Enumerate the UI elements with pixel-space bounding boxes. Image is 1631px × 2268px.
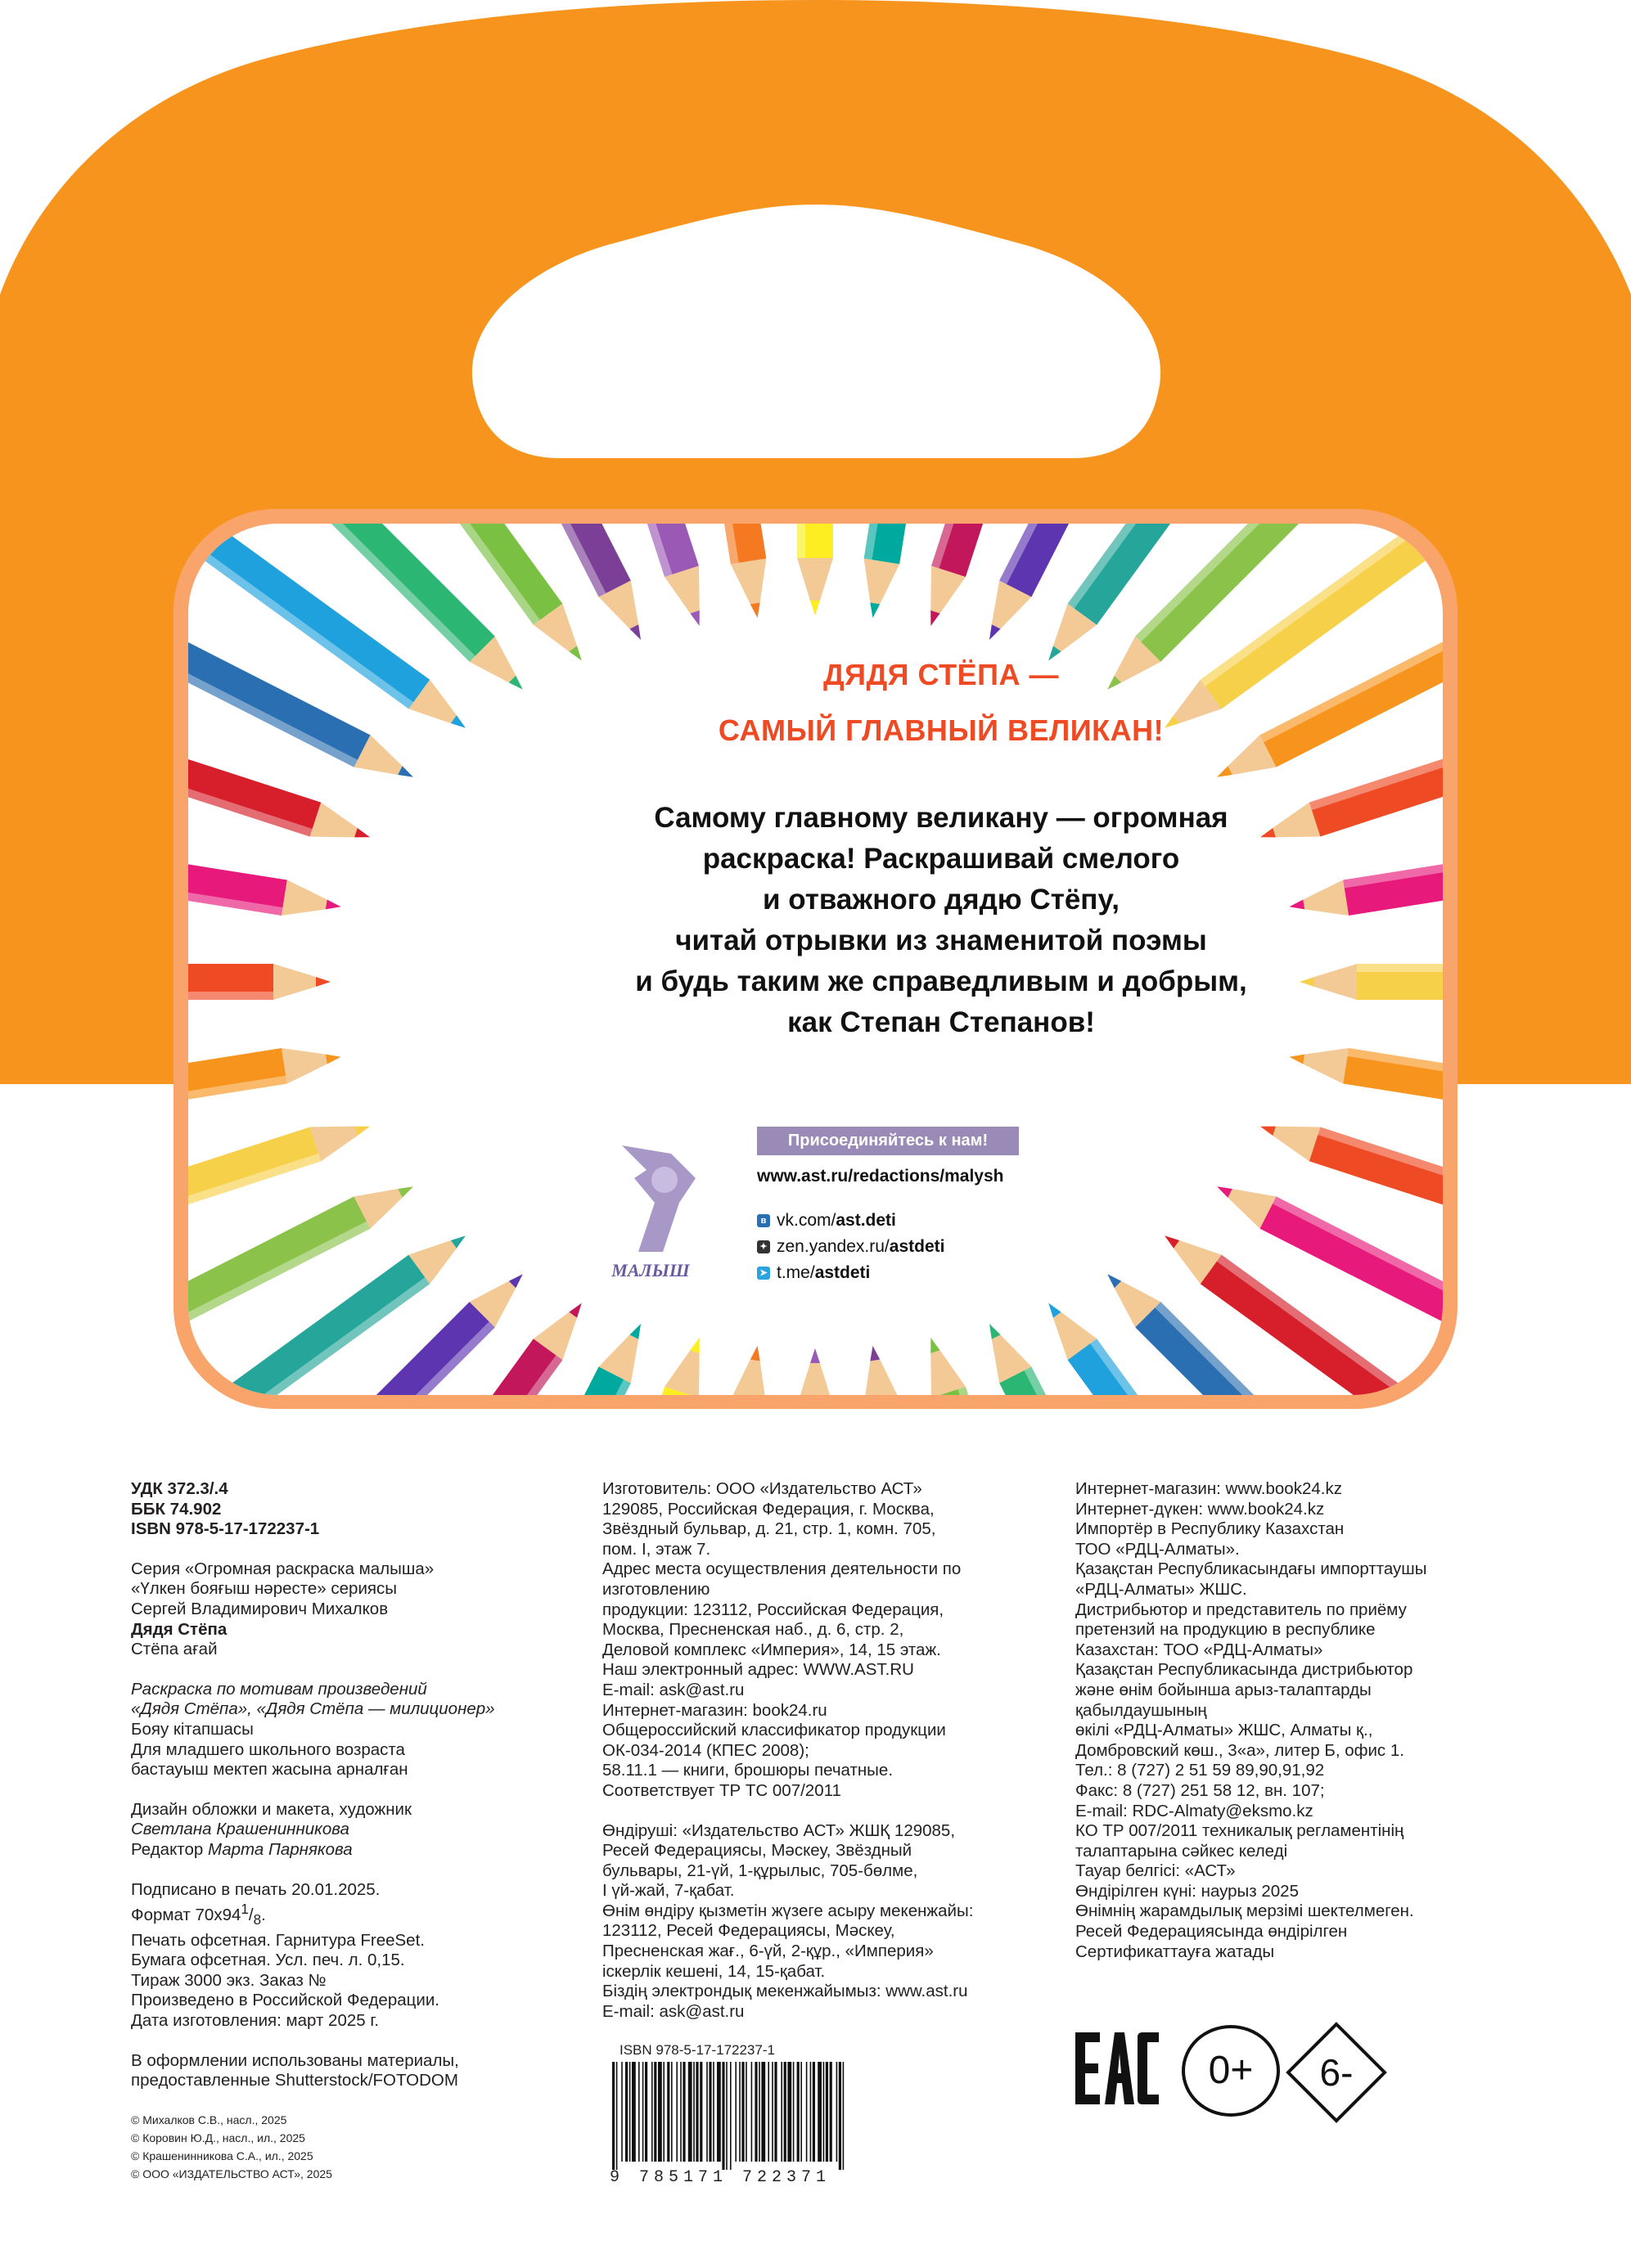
- age-rating-circle: 0+: [1182, 2025, 1280, 2117]
- bbk: ББК 74.902: [131, 1499, 222, 1519]
- kz-info-line: өкілі «РДЦ-Алматы» ЖШС, Алматы қ.,: [1075, 1721, 1373, 1740]
- barcode-bar: [774, 2062, 777, 2162]
- design-label: Дизайн обложки и макета, художник: [131, 1799, 412, 1819]
- barcode-bar: [826, 2062, 828, 2162]
- logo-head: [651, 1167, 678, 1193]
- social-handle: astdeti: [889, 1237, 945, 1256]
- format-text: Формат 70х94: [131, 1905, 241, 1924]
- barcode-bar: [700, 2062, 702, 2162]
- zen-icon: ✦: [757, 1240, 770, 1253]
- age-rating-diamond: [1285, 2021, 1388, 2124]
- copyright-4: © ООО «ИЗДАТЕЛЬСТВО АСТ», 2025: [131, 2167, 332, 2180]
- motive-line2: «Дядя Стёпа», «Дядя Стёпа — милиционер»: [131, 1699, 495, 1719]
- kz-info-line: Факс: 8 (727) 251 58 12, вн. 107;: [1075, 1780, 1325, 1800]
- eac-c: [1138, 2032, 1159, 2104]
- barcode-bar: [713, 2062, 714, 2162]
- manufacturer-line: Интернет-магазин: book24.ru: [602, 1700, 827, 1720]
- manufacturer-line: пом. I, этаж 7.: [602, 1539, 711, 1559]
- barcode-bar: [688, 2062, 692, 2162]
- barcode: [607, 2062, 853, 2170]
- join-banner: Присоединяйтесь к нам!: [757, 1127, 1019, 1155]
- manufacturer-kz-line: Пресненская жағ., 6-үй, 2-құр., «Империя»: [602, 1942, 934, 1961]
- kz-info-line: Тауар белгісі: «АСТ»: [1075, 1861, 1236, 1881]
- pencil: [188, 964, 331, 1000]
- format-slash: /: [248, 1905, 254, 1924]
- social-link-vk[interactable]: [757, 1211, 1035, 1231]
- barcode-bar: [818, 2062, 822, 2162]
- barcode-bar: [709, 2062, 711, 2162]
- kz-info-line: КО ТР 007/2011 техникалық регламентінің: [1075, 1821, 1404, 1841]
- imprint-column-3: [1075, 1479, 1566, 1962]
- barcode-bar: [616, 2062, 618, 2170]
- barcode-bar: [813, 2062, 815, 2162]
- editor-line: [131, 1840, 589, 1861]
- barcode-bar: [676, 2062, 678, 2162]
- kz-info-line: Өндірілген күні: наурыз 2025: [1075, 1881, 1299, 1901]
- barcode-bar: [696, 2062, 698, 2162]
- barcode-bar: [717, 2062, 721, 2162]
- pencil: [188, 524, 476, 743]
- book-title: Дядя Стёпа: [131, 1619, 228, 1639]
- print-type: Печать офсетная. Гарнитура FreeSet.: [131, 1930, 425, 1950]
- manufacturer-line: Москва, Пресненская наб., д. 6, стр. 2,: [602, 1620, 904, 1640]
- malysh-logo: [589, 1129, 712, 1285]
- social-prefix: t.me/: [777, 1263, 815, 1282]
- manufacturer-line: Звёздный бульвар, д. 21, стр. 1, комн. 705,: [602, 1519, 936, 1539]
- manufacturer-kz-line: Өнім өндіру қызметін жүзеге асыру мекенжайы:: [602, 1901, 974, 1920]
- barcode-bar: [621, 2062, 623, 2162]
- manufacturer-line: E-mail: ask@ast.ru: [602, 1680, 745, 1699]
- barcode-bar: [839, 2062, 841, 2170]
- kz-info-line: Қазақстан Республикасындағы импорттаушы: [1075, 1559, 1427, 1579]
- description-line: и отважного дядю Стёпу,: [762, 884, 1120, 916]
- social-prefix: vk.com/: [777, 1211, 836, 1230]
- made-in: Произведено в Российской Федерации.: [131, 1991, 439, 2010]
- format-denominator: 8: [253, 1912, 262, 1928]
- barcode-bar: [759, 2062, 760, 2162]
- barcode-bar: [746, 2062, 747, 2162]
- barcode-bar: [823, 2062, 825, 2162]
- barcode-bar: [632, 2062, 636, 2162]
- coloring-panel: [188, 524, 1443, 1395]
- kz-info-line: Сертификаттауға жатады: [1075, 1942, 1275, 1961]
- kz-info-line: Дистрибьютор и представитель по приёму: [1075, 1600, 1407, 1619]
- copyright-3: © Крашенинникова С.А., ил., 2025: [131, 2149, 313, 2162]
- barcode-bar: [830, 2062, 832, 2162]
- materials-line2: предоставленные Shutterstock/FOTODOM: [131, 2071, 458, 2090]
- udk: УДК 372.3/.4: [131, 1479, 228, 1498]
- barcode-bar: [843, 2062, 845, 2170]
- kz-info-line: Казахстан: ТОО «РДЦ-Алматы»: [1075, 1640, 1323, 1659]
- age-diamond-text: 6-: [1319, 2051, 1354, 2094]
- age-kz: бастауыш мектеп жасына арналған: [131, 1760, 408, 1780]
- copyright-2: © Коровин Ю.Д., насл., ил., 2025: [131, 2131, 305, 2144]
- pencil: [1154, 524, 1443, 743]
- barcode-bar: [810, 2062, 812, 2162]
- description: [458, 798, 1424, 1043]
- kz-info-line: Қазақстан Республикасында дистрибьютор: [1075, 1660, 1413, 1680]
- barcode-bar: [787, 2062, 791, 2162]
- barcode-bar: [793, 2062, 795, 2162]
- manufacturer-kz-line: I үй-жай, 7-қабат.: [602, 1881, 735, 1901]
- kz-info-line: Интернет-магазин: www.book24.kz: [1075, 1479, 1342, 1498]
- vk-icon: в: [757, 1214, 770, 1227]
- description-line: и будь таким же справедливым и добрым,: [635, 965, 1247, 997]
- manufacturer-line: продукции: 123112, Российская Федерация,: [602, 1600, 944, 1619]
- age-ru: Для младшего школьного возраста: [131, 1739, 405, 1759]
- manufacturer-line: изготовлению: [602, 1579, 710, 1599]
- barcode-bar: [741, 2062, 744, 2162]
- telegram-icon: ➤: [757, 1267, 770, 1280]
- series-kz: «Үлкен бояғыш нәресте» сериясы: [131, 1579, 397, 1599]
- heading-line2: САМЫЙ ГЛАВНЫЙ ВЕЛИКАН!: [718, 713, 1165, 747]
- manufacturer-kz-line: Өндіруші: «Издательство АСТ» ЖШҚ 129085,: [602, 1820, 956, 1840]
- editor-name: Марта Парнякова: [207, 1839, 353, 1859]
- logo-text: МАЛЫШ: [611, 1260, 690, 1280]
- barcode-bar: [642, 2062, 644, 2162]
- format-end: .: [261, 1905, 266, 1924]
- manufacturer-kz-line: E-mail: ask@ast.ru: [602, 2001, 745, 2021]
- eac-a: [1105, 2032, 1134, 2104]
- imprint-column-2: [602, 1479, 1061, 2022]
- pencil: [797, 1348, 833, 1395]
- kz-info-line: Өнімнің жарамдылық мерзімі шектелмеген.: [1075, 1901, 1414, 1921]
- manufacturer-line: Деловой комплекс «Империя», 14, 15 этаж.: [602, 1640, 941, 1659]
- kz-info-line: талаптарына сәйкес келеді: [1075, 1841, 1288, 1861]
- kz-book-type: Бояу кітапшасы: [131, 1719, 254, 1739]
- barcode-bar: [784, 2062, 786, 2162]
- print-run: Тираж 3000 экз. Заказ №: [131, 1970, 327, 1990]
- website-link[interactable]: www.ast.ru/redactions/malysh: [757, 1167, 1004, 1186]
- barcode-bar: [761, 2062, 765, 2162]
- social-link-telegram[interactable]: [757, 1263, 1035, 1283]
- barcode-bar: [772, 2062, 773, 2162]
- manufacture-date: Дата изготовления: март 2025 г.: [131, 2010, 380, 2030]
- manufacturer-line: Изготовитель: ООО «Издательство АСТ»: [602, 1479, 922, 1498]
- barcode-bar: [651, 2062, 653, 2162]
- kz-info-line: ТОО «РДЦ-Алматы».: [1075, 1539, 1240, 1559]
- manufacturer-line: Наш электронный адрес: WWW.AST.RU: [602, 1660, 914, 1680]
- eac-e: [1075, 2032, 1100, 2104]
- author: Сергей Владимирович Михалков: [131, 1599, 389, 1618]
- manufacturer-kz-line: Ресей Федерациясы, Мәскеу, Звёздный: [602, 1841, 912, 1861]
- barcode-bar: [800, 2062, 802, 2162]
- pencil: [797, 524, 833, 615]
- description-line: как Степан Степанов!: [787, 1006, 1095, 1038]
- kz-info-line: Домбровский көш., 3«а», литер Б, офис 1.: [1075, 1740, 1404, 1760]
- barcode-bar: [612, 2062, 615, 2170]
- manufacturer-line: Общероссийский классификатор продукции: [602, 1721, 946, 1740]
- manufacturer-kz-line: 123112, Ресей Федерациясы, Мәскеу,: [602, 1921, 895, 1941]
- heading-line1: ДЯДЯ СТЁПА —: [822, 658, 1060, 691]
- barcode-isbn-label: ISBN 978-5-17-172237-1: [620, 2042, 775, 2058]
- manufacturer-line: Соответствует ТР ТС 007/2011: [602, 1780, 841, 1800]
- isbn: ISBN 978-5-17-172237-1: [131, 1519, 320, 1539]
- motive-line1: Раскраска по мотивам произведений: [131, 1679, 427, 1699]
- barcode-bar: [680, 2062, 682, 2162]
- manufacturer-kz-line: Біздің электрондық мекенжайымыз: www.ast.ru: [602, 1982, 968, 2001]
- manufacturer-kz-line: бульвары, 21-үй, 1-құрылыс, 705-бөлме,: [602, 1861, 918, 1880]
- signed-date: Подписано в печать 20.01.2025.: [131, 1879, 381, 1899]
- kz-info-line: E-mail: RDC-Almaty@eksmo.kz: [1075, 1801, 1313, 1820]
- barcode-bar: [781, 2062, 782, 2162]
- materials-line1: В оформлении использованы материалы,: [131, 2050, 459, 2070]
- barcode-bar: [836, 2062, 838, 2162]
- editor-label: Редактор: [131, 1839, 208, 1859]
- barcode-bar: [683, 2062, 685, 2162]
- manufacturer-line: ОК-034-2014 (КПЕС 2008);: [602, 1740, 809, 1760]
- barcode-bar: [663, 2062, 665, 2162]
- kz-info-line: қабылдаушының: [1075, 1700, 1207, 1720]
- manufacturer-line: 129085, Российская Федерация, г. Москва,: [602, 1499, 935, 1519]
- barcode-bar: [625, 2062, 628, 2162]
- barcode-bar: [768, 2062, 769, 2162]
- description-line: Самому главному великану — огромная: [654, 802, 1228, 834]
- book-title-kz: Стёпа ағай: [131, 1640, 218, 1659]
- barcode-bar: [658, 2062, 662, 2162]
- barcode-bar: [693, 2062, 695, 2162]
- social-handle: ast.deti: [836, 1211, 896, 1230]
- logo-figure: [622, 1145, 696, 1252]
- barcode-bar: [755, 2062, 757, 2162]
- barcode-bar: [751, 2062, 753, 2162]
- social-prefix: zen.yandex.ru/: [777, 1237, 890, 1256]
- designer: Светлана Крашенинникова: [131, 1820, 349, 1839]
- barcode-bar: [706, 2062, 708, 2162]
- kz-info-line: Ресей Федерациясында өндірілген: [1075, 1922, 1348, 1942]
- barcode-bar: [730, 2062, 732, 2170]
- description-line: раскраска! Раскрашивай смелого: [702, 843, 1180, 875]
- barcode-bar: [638, 2062, 640, 2162]
- barcode-bar: [797, 2062, 800, 2162]
- social-handle: astdeti: [814, 1263, 871, 1282]
- format-numerator: 1: [241, 1901, 249, 1918]
- barcode-bar: [671, 2062, 673, 2162]
- barcode-bar: [629, 2062, 631, 2162]
- social-block: [757, 1127, 1035, 1283]
- barcode-bar: [806, 2062, 808, 2162]
- barcode-bar: [726, 2062, 728, 2170]
- format: [131, 1900, 589, 1931]
- barcode-bar: [667, 2062, 669, 2162]
- manufacturer-kz-line: іскерлік кешені, 14, 15-қабат.: [602, 1961, 826, 1981]
- kz-info-line: Интернет-дүкен: www.book24.kz: [1075, 1499, 1325, 1519]
- manufacturer-line: 58.11.1 — книги, брошюры печатные.: [602, 1761, 894, 1780]
- imprint-column-1: [131, 1479, 589, 2183]
- barcode-bar: [654, 2062, 656, 2162]
- barcode-bar: [739, 2062, 741, 2162]
- series-ru: Серия «Огромная раскраска малыша»: [131, 1559, 435, 1578]
- kz-info-line: және өнім бойынша арыз-талаптарды: [1075, 1680, 1372, 1699]
- kz-info-line: Импортёр в Республику Казахстан: [1075, 1519, 1345, 1539]
- kz-info-line: претензий на продукцию в республике: [1075, 1620, 1376, 1640]
- eac-mark: [1072, 2029, 1162, 2108]
- social-link-zen[interactable]: [757, 1237, 1035, 1257]
- barcode-bar: [645, 2062, 647, 2162]
- barcode-bar: [735, 2062, 737, 2162]
- kz-info-line: «РДЦ-Алматы» ЖШС.: [1075, 1579, 1247, 1599]
- manufacturer-line: Адрес места осуществления деятельности по: [602, 1559, 962, 1579]
- barcode-bar: [722, 2062, 724, 2170]
- copyright-1: © Михалков С.В., насл., 2025: [131, 2113, 287, 2126]
- barcode-digits: 9 785171 722371: [610, 2168, 831, 2187]
- paper-type: Бумага офсетная. Усл. печ. л. 0,15.: [131, 1951, 405, 1970]
- kz-info-line: Тел.: 8 (727) 2 51 59 89,90,91,92: [1075, 1761, 1325, 1780]
- description-line: читай отрывки из знаменитой поэмы: [675, 925, 1207, 956]
